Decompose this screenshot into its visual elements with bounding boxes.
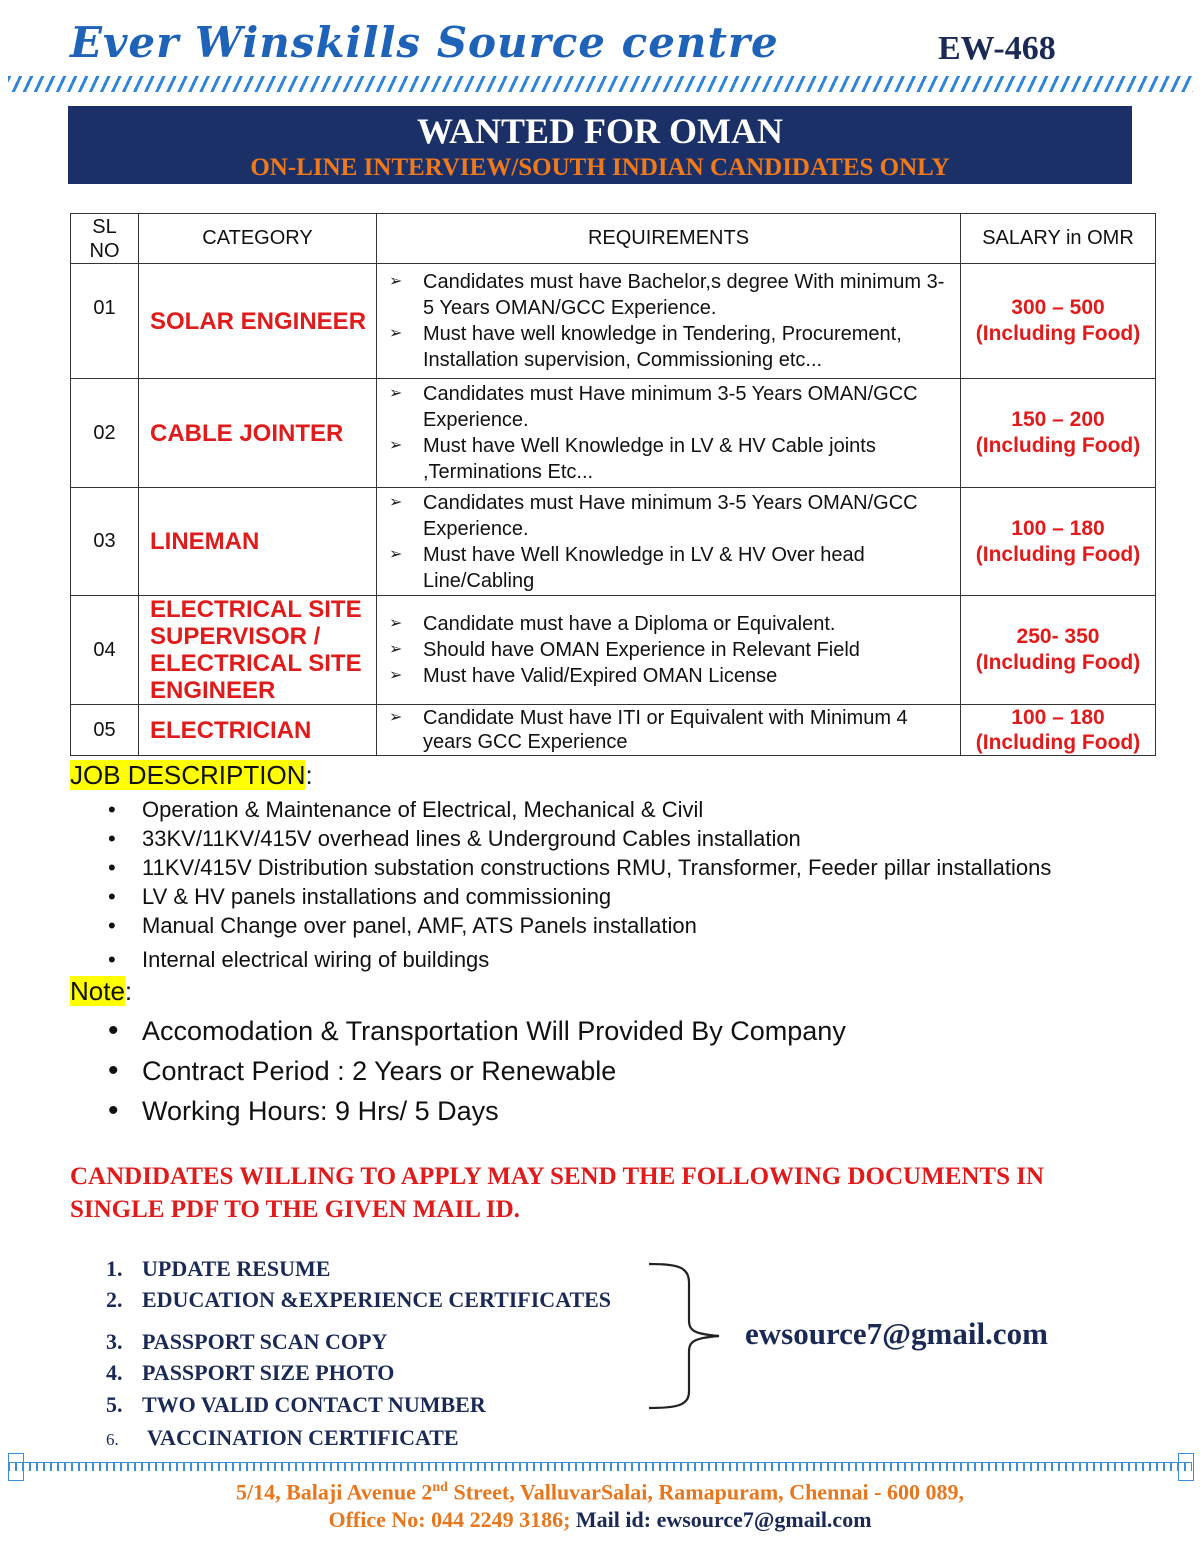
list-item: 2. EDUCATION &EXPERIENCE CERTIFICATES — [106, 1287, 612, 1312]
list-item: 1. UPDATE RESUME — [106, 1256, 331, 1281]
row-requirements — [377, 705, 961, 756]
header-category: CATEGORY — [139, 214, 377, 264]
header-sl: SL NO — [71, 214, 139, 264]
row-requirements — [377, 264, 961, 379]
list-item: • Contract Period : 2 Years or Renewable — [70, 1051, 1070, 1091]
requirement-item: ➢ Candidate must have a Diploma or Equivalent. — [423, 611, 954, 637]
footer-address — [0, 1474, 1200, 1534]
requirement-item: ➢ Must have well knowledge in Tendering, Procurement, Installation supervision, Commissioning etc... — [423, 321, 954, 373]
job-description-heading: JOB DESCRIPTION: — [70, 760, 313, 790]
requirement-item: ➢ Candidate Must have ITI or Equivalent with Minimum 4 years GCC Experience — [423, 706, 954, 754]
footer-divider — [8, 1462, 1192, 1471]
row-sl: 02 — [71, 379, 139, 488]
list-item: • Internal electrical wiring of buildings — [70, 945, 1180, 974]
row-salary: 150 – 200 (Including Food) — [961, 379, 1156, 488]
contact-email[interactable]: ewsource7@gmail.com — [745, 1316, 1048, 1351]
apply-instructions: CANDIDATES WILLING TO APPLY MAY SEND THE FOLLOWING DOCUMENTS IN SINGLE PDF TO THE GIVEN MAIL ID. — [70, 1163, 1045, 1223]
job-description-list — [70, 795, 1180, 974]
row-requirements — [377, 596, 961, 705]
address-line: 5/14, Balaji Avenue 2nd Street, ValluvarSalai, Ramapuram, Chennai - 600 089, — [236, 1479, 964, 1505]
list-item: 3. PASSPORT SCAN COPY — [106, 1329, 388, 1354]
page-subtitle: ON-LINE INTERVIEW/SOUTH INDIAN CANDIDATES ONLY — [250, 154, 950, 181]
requirement-item: ➢ Should have OMAN Experience in Relevant Field — [423, 637, 954, 663]
row-category: LINEMAN — [139, 488, 377, 596]
list-item: 4. PASSPORT SIZE PHOTO — [106, 1360, 395, 1385]
requirement-item: ➢ Must have Well Knowledge in LV & HV Over head Line/Cabling — [423, 542, 954, 594]
jobs-table — [70, 213, 1156, 756]
header-salary: SALARY in OMR — [961, 214, 1156, 264]
title-banner — [68, 106, 1132, 184]
documents-list — [106, 1252, 611, 1458]
row-sl: 05 — [71, 705, 139, 756]
row-category: CABLE JOINTER — [139, 379, 377, 488]
list-item: 5. TWO VALID CONTACT NUMBER — [106, 1392, 486, 1417]
list-item: • 33KV/11KV/415V overhead lines & Underground Cables installation — [70, 824, 1180, 853]
list-item: • Accomodation & Transportation Will Provided By Company — [70, 1011, 1070, 1051]
requirement-item: ➢ Must have Well Knowledge in LV & HV Cable joints ,Terminations Etc... — [423, 433, 954, 485]
row-salary: 100 – 180 (Including Food) — [961, 488, 1156, 596]
note-heading: Note: — [70, 976, 133, 1006]
row-salary: 100 – 180 (Including Food) — [961, 705, 1156, 756]
brace-icon — [645, 1258, 725, 1413]
row-requirements — [377, 488, 961, 596]
requirement-item: ➢ Candidates must Have minimum 3-5 Years OMAN/GCC Experience. — [423, 490, 954, 542]
header-divider — [8, 76, 1193, 92]
row-category: ELECTRICAL SITE SUPERVISOR / ELECTRICAL SITE ENGINEER — [139, 596, 377, 705]
requirement-item: ➢ Candidates must Have minimum 3-5 Years OMAN/GCC Experience. — [423, 381, 954, 433]
office-line: Office No: 044 2249 3186; Mail id: ewsource7@gmail.com — [328, 1507, 872, 1533]
table-row — [71, 379, 1156, 488]
row-category: SOLAR ENGINEER — [139, 264, 377, 379]
note-list — [70, 1011, 1070, 1131]
list-item: • Manual Change over panel, AMF, ATS Panels installation — [70, 911, 1180, 940]
table-header-row — [71, 214, 1156, 264]
row-category: ELECTRICIAN — [139, 705, 377, 756]
footer-mail[interactable]: Mail id: ewsource7@gmail.com — [575, 1507, 872, 1533]
requirement-item: ➢ Must have Valid/Expired OMAN License — [423, 663, 954, 689]
list-item: • Operation & Maintenance of Electrical, Mechanical & Civil — [70, 795, 1180, 824]
header-requirements: REQUIREMENTS — [377, 214, 961, 264]
table-row — [71, 596, 1156, 705]
row-salary: 300 – 500 (Including Food) — [961, 264, 1156, 379]
list-item: • Working Hours: 9 Hrs/ 5 Days — [70, 1091, 1070, 1131]
table-row — [71, 488, 1156, 596]
brand-logo: Ever Winskills Source centre — [70, 18, 779, 67]
row-sl: 01 — [71, 264, 139, 379]
requirement-item: ➢ Candidates must have Bachelor,s degree With minimum 3-5 Years OMAN/GCC Experience. — [423, 269, 954, 321]
list-item: • LV & HV panels installations and commissioning — [70, 882, 1180, 911]
page-title: WANTED FOR OMAN — [417, 111, 783, 151]
list-item: • 11KV/415V Distribution substation constructions RMU, Transformer, Feeder pillar installations — [70, 853, 1180, 882]
row-salary: 250- 350 (Including Food) — [961, 596, 1156, 705]
row-sl: 04 — [71, 596, 139, 705]
table-row — [71, 705, 1156, 756]
list-item: 6. VACCINATION CERTIFICATE — [106, 1425, 459, 1450]
table-row — [71, 264, 1156, 379]
row-sl: 03 — [71, 488, 139, 596]
row-requirements — [377, 379, 961, 488]
job-code: EW-468 — [938, 30, 1056, 67]
